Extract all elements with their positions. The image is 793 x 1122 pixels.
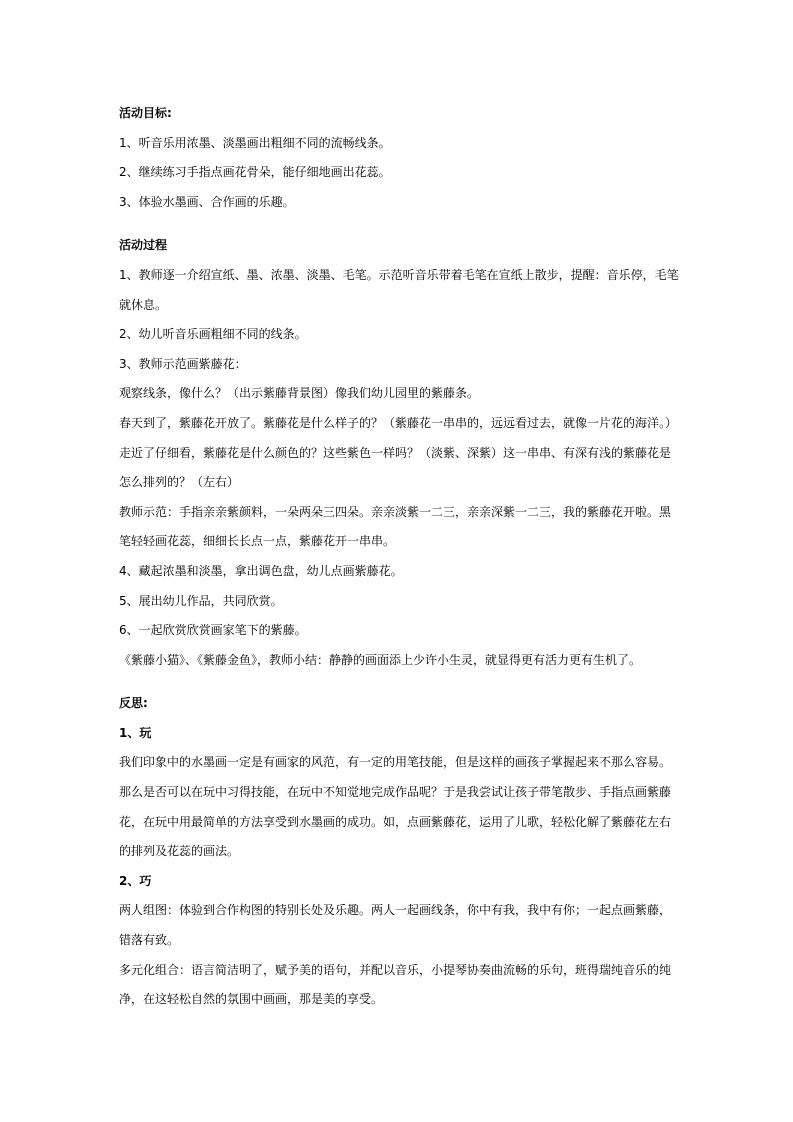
reflection-subheading-clever: 2、巧 — [119, 873, 152, 888]
reflection-clever-line-4: 净，在这轻松自然的氛围中画画，那是美的享受。 — [119, 992, 384, 1007]
section-heading-process: 活动过程 — [119, 238, 168, 253]
reflection-play-line-1: 我们印象中的水墨画一定是有画家的风范，有一定的用笔技能，但是这样的画孩子掌握起来不那么容易。 — [119, 755, 672, 770]
process-line-11: 4、藏起浓墨和淡墨，拿出调色盘，幼儿点画紫藤花。 — [119, 563, 403, 578]
goal-item-1: 1、听音乐用浓墨、淡墨画出粗细不同的流畅线条。 — [119, 135, 391, 150]
process-line-3: 2、幼儿听音乐画粗细不同的线条。 — [119, 327, 307, 342]
reflection-clever-line-1: 两人组图：体验到合作构图的特别长处及乐趣。两人一起画线条，你中有我，我中有你；一起点画紫藤， — [119, 903, 672, 918]
goal-item-2: 2、继续练习手指点画花骨朵，能仔细地画出花蕊。 — [119, 165, 391, 180]
section-heading-reflection: 反思: — [119, 696, 148, 711]
section-heading-goals: 活动目标: — [119, 106, 172, 120]
reflection-play-line-3: 花，在玩中用最简单的方法享受到水墨画的成功。如，点画紫藤花，运用了儿歌，轻松化解了紫藤花左右 — [119, 814, 672, 829]
process-line-9: 教师示范：手指亲亲紫颜料，一朵两朵三四朵。亲亲淡紫一二三，亲亲深紫一二三，我的紫藤花开啦。黑 — [119, 504, 672, 519]
process-line-1: 1、教师逐一介绍宣纸、墨、浓墨、淡墨、毛笔。示范听音乐带着毛笔在宣纸上散步，提醒：音乐停，毛笔 — [119, 267, 679, 282]
process-line-7: 走近了仔细看，紫藤花是什么颜色的？这些紫色一样吗？（淡紫、深紫）这一串串、有深有浅的紫藤花是 — [119, 445, 672, 460]
process-line-4: 3、教师示范画紫藤花： — [119, 356, 247, 371]
reflection-play-line-4: 的排列及花蕊的画法。 — [119, 844, 240, 859]
reflection-subheading-play: 1、玩 — [119, 725, 152, 740]
process-line-12: 5、展出幼儿作品，共同欣赏。 — [119, 593, 283, 608]
process-line-14: 《紫藤小猫》、《紫藤金鱼》，教师小结：静静的画面添上少许小生灵，就显得更有活力更有生机了。 — [119, 652, 642, 667]
process-line-13: 6、一起欣赏欣赏画家笔下的紫藤。 — [119, 623, 307, 638]
reflection-clever-line-2: 错落有致。 — [119, 933, 180, 948]
reflection-play-line-2: 那么是否可以在玩中习得技能，在玩中不知觉地完成作品呢？于是我尝试让孩子带笔散步、手指点画紫藤 — [119, 785, 672, 800]
document-content — [119, 100, 679, 1021]
process-line-8: 怎么排列的？（左右） — [119, 475, 240, 490]
process-line-10: 笔轻轻画花蕊，细细长长点一点，紫藤花开一串串。 — [119, 534, 396, 549]
process-line-5: 观察线条，像什么？（出示紫藤背景图）像我们幼儿园里的紫藤条。 — [119, 386, 480, 401]
section-gap — [119, 223, 679, 237]
process-line-6: 春天到了，紫藤花开放了。紫藤花是什么样子的？（紫藤花一串串的，远远看过去，就像一片花的海洋。） — [119, 415, 678, 430]
goal-item-3: 3、体验水墨画、合作画的乐趣。 — [119, 194, 295, 209]
reflection-clever-line-3: 多元化组合：语言简洁明了，赋予美的语句，并配以音乐，小提琴协奏曲流畅的乐句，班得瑞纯音乐的纯 — [119, 962, 672, 977]
process-line-2: 就休息。 — [119, 297, 168, 312]
section-gap — [119, 681, 679, 695]
